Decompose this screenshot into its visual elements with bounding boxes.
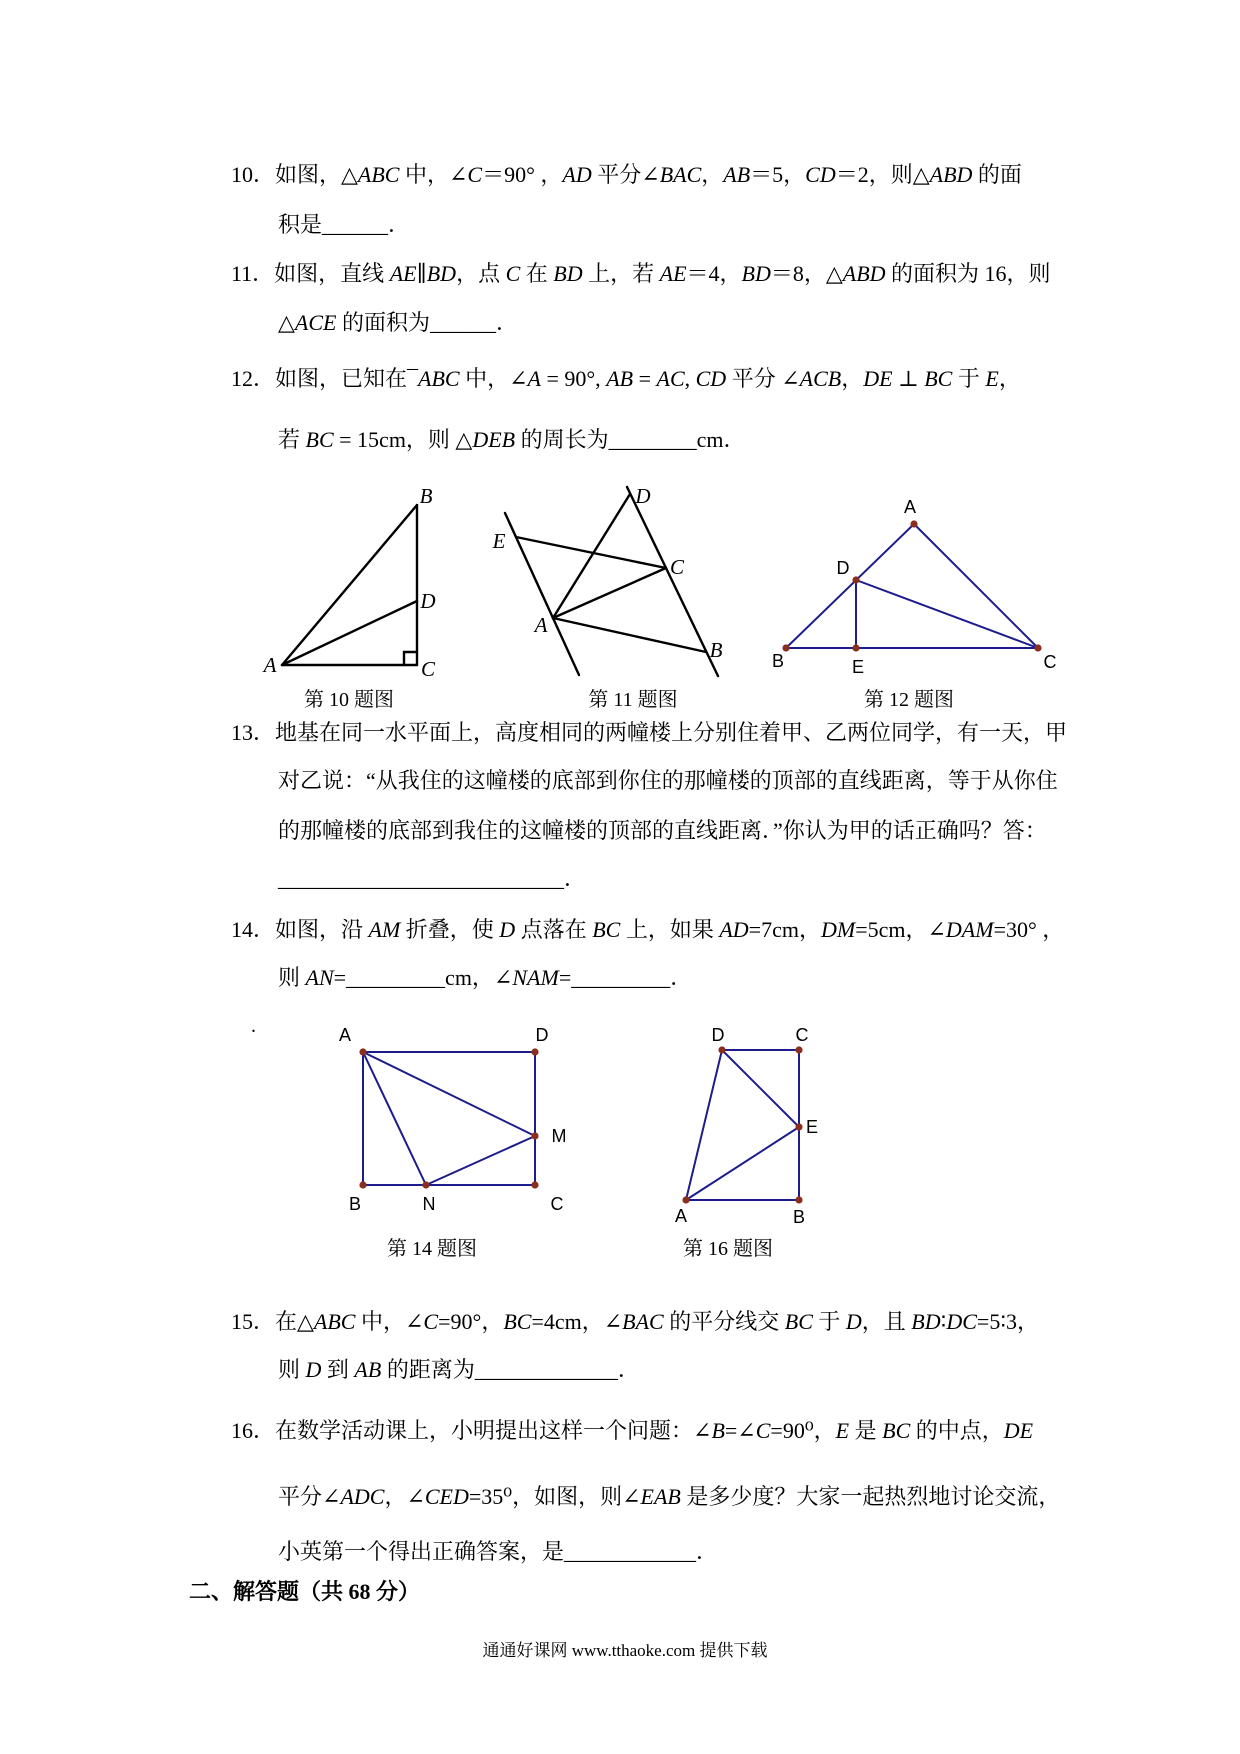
problem-10-line-2: 积是______．: [278, 212, 411, 237]
math-variable: A: [527, 366, 541, 391]
math-variable: CED: [424, 1484, 469, 1509]
math-variable: BD: [741, 261, 771, 286]
vertex-dot-a: [910, 520, 917, 527]
problem-14-line-2: 则 AN=_________cm，∠NAM=_________．: [278, 965, 693, 990]
vertex-label-d: D: [535, 1025, 549, 1045]
math-variable: AE∥BD: [389, 261, 457, 286]
vertex-dot-d: [852, 576, 859, 583]
problem-14-line-1: 14．如图，沿 AM 折叠，使 D 点落在 BC 上，如果 AD=7cm，DM=5cm，∠DAM=30° ，: [231, 917, 1065, 942]
segment-ac: [914, 524, 1038, 648]
math-variable: ADC: [340, 1484, 385, 1509]
problem-16-line-3: 小英第一个得出正确答案，是____________．: [278, 1539, 719, 1564]
vertex-label-b: B: [348, 1194, 362, 1214]
math-variable: BD: [911, 1309, 941, 1334]
figure-16: [675, 1025, 818, 1260]
vertex-label-e: E: [492, 529, 506, 553]
vertex-dot-b: [795, 1196, 802, 1203]
math-variable: D: [845, 1309, 862, 1334]
vertex-label-d: D: [836, 558, 850, 578]
problem-13-line-3: 的那幢楼的底部到我住的这幢楼的顶部的直线距离．”你认为甲的话正确吗？答：: [278, 818, 1047, 843]
segment-ab: [553, 618, 706, 652]
math-variable: ABD: [842, 261, 886, 286]
vertex-label-n: N: [422, 1194, 436, 1214]
math-variable: BC: [784, 1309, 813, 1334]
math-variable: BC: [882, 1418, 911, 1443]
segment-an: [363, 1052, 426, 1185]
math-variable: ACE: [294, 310, 337, 335]
segment-ad: [282, 601, 417, 665]
vertex-label-a: A: [263, 653, 277, 677]
figure-10-caption: 第 10 题图: [304, 689, 394, 711]
vertex-label-a: A: [903, 497, 917, 517]
vertex-label-d: D: [420, 589, 436, 613]
math-variable: ACB: [799, 366, 842, 391]
figure-12-caption: 第 12 题图: [864, 689, 954, 711]
math-variable: AC: [656, 366, 685, 391]
vertex-label-d: D: [711, 1025, 725, 1045]
vertex-dot-c: [795, 1046, 802, 1053]
vertex-label-b: B: [792, 1207, 806, 1227]
segment-am: [363, 1052, 535, 1136]
math-variable: BD: [553, 261, 583, 286]
math-variable: ABC: [357, 162, 400, 187]
vertex-dot-b: [359, 1181, 366, 1188]
segment-ab: [282, 505, 417, 665]
vertex-label-m: M: [551, 1126, 567, 1146]
segment-ad: [686, 1050, 722, 1200]
line-bd: [627, 487, 718, 676]
math-variable: AN: [305, 965, 334, 990]
segment-ad: [553, 494, 630, 618]
math-variable: C: [505, 261, 521, 286]
math-variable: DAM: [945, 917, 994, 942]
problem-13-line-2: 对乙说：“从我住的这幢楼的底部到你住的那幢楼的顶部的直线距离，等于从你住: [278, 768, 1058, 793]
math-variable: E: [985, 366, 999, 391]
problem-10-line-1: 10．如图，△ABC 中，∠C＝90° ，AD 平分∠BAC，AB＝5，CD＝2，则△ABD 的面: [231, 162, 1022, 187]
vertex-dot-n: [422, 1181, 429, 1188]
vertex-label-c: C: [550, 1194, 564, 1214]
vertex-dot-e: [852, 644, 859, 651]
segment-ac: [553, 568, 666, 618]
math-variable: BAC: [622, 1309, 664, 1334]
problem-12-line-2: 若 BC = 15cm，则 △DEB 的周长为________cm．: [278, 427, 746, 452]
figure-12: [772, 497, 1057, 711]
vertex-label-a: A: [338, 1025, 352, 1045]
math-variable: DC: [946, 1309, 977, 1334]
figure-10: [262, 484, 436, 711]
math-variable: D: [305, 1357, 322, 1382]
problem-15-line-1: 15．在△ABC 中，∠C=90°，BC=4cm，∠BAC 的平分线交 BC 于 D，且 BD∶DC=5∶3，: [231, 1309, 1040, 1334]
math-variable: DE: [1003, 1418, 1034, 1443]
vertex-label-c: C: [795, 1025, 809, 1045]
problem-16-line-2: 平分∠ADC，∠CED=35⁰，如图，则∠EAB 是多少度？大家一起热烈地讨论交流，: [278, 1484, 1061, 1509]
math-variable: AB: [723, 162, 751, 187]
math-variable: DM: [820, 917, 856, 942]
problem-13-answer-blank: __________________________．: [278, 866, 587, 891]
math-variable: CD: [805, 162, 836, 187]
math-variable: BC: [503, 1309, 532, 1334]
segment-nm: [426, 1136, 535, 1185]
stray-mark: .: [251, 1015, 256, 1037]
vertex-label-e: E: [805, 1117, 819, 1137]
vertex-dot-m: [531, 1132, 538, 1139]
problem-11-line-2: △ACE 的面积为______．: [278, 310, 518, 335]
segment-ab: [786, 524, 914, 648]
math-variable: C: [755, 1418, 771, 1443]
segment-ae: [686, 1127, 799, 1200]
vertex-label-c: C: [669, 555, 685, 579]
segment-dc: [856, 580, 1038, 648]
math-variable: ABD: [929, 162, 973, 187]
vertex-dot-c: [1034, 644, 1041, 651]
math-variable: DE: [863, 366, 893, 391]
segment-ec: [516, 537, 666, 568]
problem-16-line-1: 16．在数学活动课上，小明提出这样一个问题：∠B=∠C=90⁰，E 是 BC 的中点，DE: [231, 1418, 1034, 1443]
vertex-label-c: C: [420, 657, 436, 681]
vertex-label-b: B: [709, 638, 723, 662]
figure-16-caption: 第 16 题图: [683, 1238, 773, 1260]
vertex-dot-a: [359, 1048, 366, 1055]
math-variable: AE: [659, 261, 687, 286]
math-variable: AD: [562, 162, 592, 187]
math-variable: ABC: [313, 1309, 356, 1334]
math-variable: AM: [368, 917, 401, 942]
problem-11-line-1: 11．如图，直线 AE∥BD，点 C 在 BD 上，若 AE＝4，BD＝8，△ABD 的面积为 16，则: [231, 261, 1051, 286]
math-variable: ABC: [418, 366, 460, 391]
vertex-label-b: B: [771, 651, 785, 671]
math-variable: NAM: [512, 965, 559, 990]
figure-14-caption: 第 14 题图: [387, 1238, 477, 1260]
vertex-dot-d: [718, 1046, 725, 1053]
vertex-label-b: B: [419, 484, 433, 508]
math-variable: B: [711, 1418, 725, 1443]
math-variable: EAB: [640, 1484, 681, 1509]
math-variable: CD: [695, 366, 727, 391]
problem-12-line-1: 12．如图，已知在¯ABC 中，∠A = 90°, AB = AC, CD 平分 ∠ACB，DE ⊥ BC 于 E，: [231, 366, 1021, 391]
problem-15-line-2: 则 D 到 AB 的距离为_____________．: [278, 1357, 640, 1382]
math-variable: AB: [354, 1357, 382, 1382]
section-heading: 二、解答题（共 68 分）: [189, 1579, 421, 1604]
math-variable: C: [423, 1309, 439, 1334]
vertex-dot-d: [531, 1048, 538, 1055]
math-variable: AB: [606, 366, 634, 391]
segment-de: [722, 1050, 799, 1127]
math-variable: BC: [592, 917, 621, 942]
math-variable: AD: [719, 917, 749, 942]
vertex-dot-c: [531, 1181, 538, 1188]
math-variable: BAC: [659, 162, 702, 187]
vertex-label-e: E: [851, 657, 865, 677]
vertex-label-a: A: [534, 613, 548, 637]
math-variable: DEB: [472, 427, 516, 452]
vertex-dot-a: [682, 1196, 689, 1203]
vertex-label-a: A: [674, 1206, 688, 1226]
math-variable: BC: [924, 366, 953, 391]
math-variable: D: [499, 917, 516, 942]
math-variable: E: [835, 1418, 850, 1443]
page-footer: 通通好课网 www.tthaoke.com 提供下载: [482, 1641, 768, 1660]
math-variable: C: [467, 162, 483, 187]
figure-14: [339, 1025, 567, 1260]
vertex-label-d: D: [635, 484, 651, 508]
problem-13-line-1: 13．地基在同一水平面上，高度相同的两幢楼上分别住着甲、乙两位同学，有一天，甲: [231, 720, 1068, 745]
math-variable: BC: [305, 427, 334, 452]
figure-11: [492, 484, 723, 711]
vertex-label-c: C: [1043, 652, 1057, 672]
right-angle-mark: [404, 652, 417, 665]
figure-11-caption: 第 11 题图: [588, 689, 678, 711]
vertex-dot-e: [795, 1123, 802, 1130]
